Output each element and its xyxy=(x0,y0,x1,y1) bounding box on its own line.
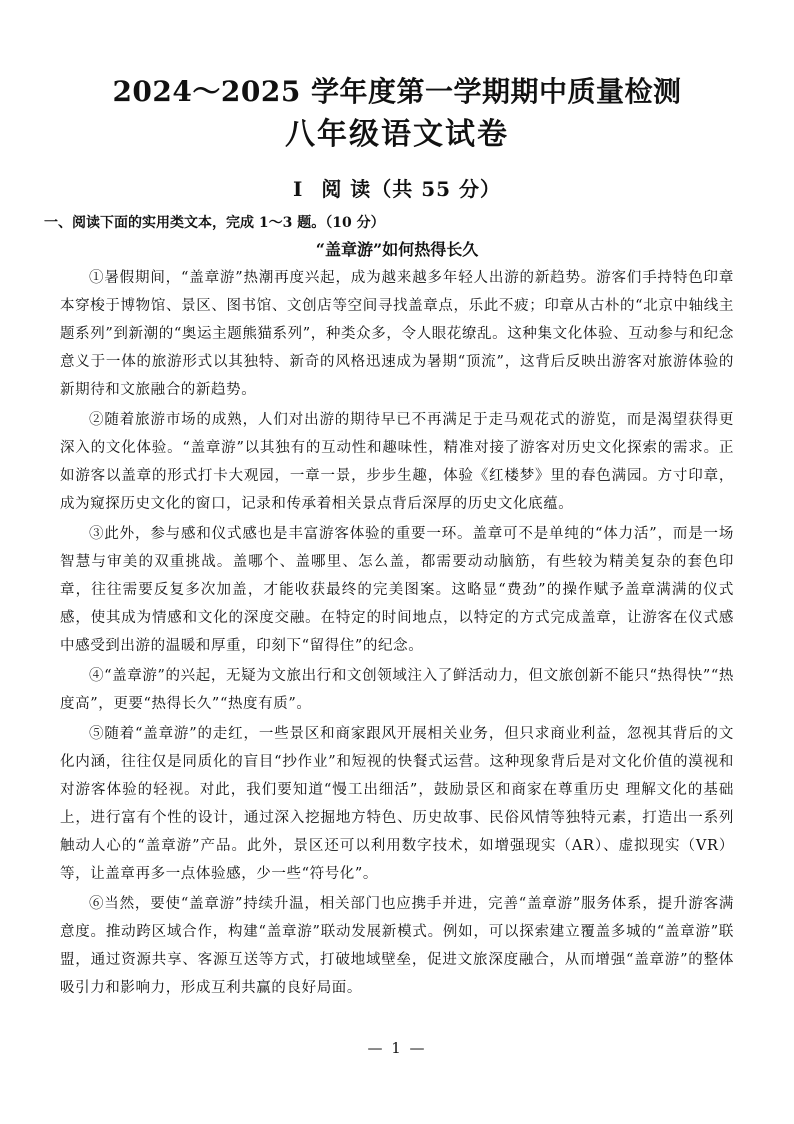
page-number: — 1 — xyxy=(367,1039,427,1057)
article-paragraph-3: ③此外，参与感和仪式感也是丰富游客体验的重要一环。盖章可不是单纯的“体力活”，而是一场智慧与审美的双重挑战。盖哪个、盖哪里、怎么盖，都需要动动脑筋，有些较为精美复杂的套色印章，往往需要反复多次加盖，才能收获最终的完美图案。这略显“费劲”的操作赋予盖章满满的仪式感，使其成为情感和文化的深度交融。在特定的时间地点，以特定的方式完成盖章，让游客在仪式感中感受到出游的温暖和厚重，印刻下“留得住”的纪念。 xyxy=(60,526,734,654)
question-instruction: 一、阅读下面的实用类文本，完成 1～3 题。（10 分） xyxy=(44,215,385,231)
article-paragraph-5: ⑤随着“盖章游”的走红，一些景区和商家跟风开展相关业务，但只求商业利益，忽视其背后的文化内涵，往往仅是同质化的盲目“抄作业”和短视的快餐式运营。这种现象背后是对文化价值的漠视和对游客体验的轻视。对此，我们要知道“慢工出细活”，鼓励景区和商家在尊重历史 理解文化的基础上，进行富有个性的设计，通过深入挖掘地方特色、历史故事、民俗风情等独特元素，打造出一系列触动人心的“盖章游”产品。此外，景区还可以利用数字技术，如增强现实（AR）、虚拟现实（VR）等，让盖章再多一点体验感，少一些“符号化”。 xyxy=(60,726,734,882)
section-numeral: Ⅰ xyxy=(292,177,304,201)
article-paragraph-6: ⑥当然，要使“盖章游”持续升温，相关部门也应携手并进，完善“盖章游”服务体系，提升游客满意度。推动跨区域合作，构建“盖章游”联动发展新模式。例如，可以探索建立覆盖多城的“盖章游”联盟，通过资源共享、客源互送等方式，打破地域壁垒，促进文旅深度融合，从而增强“盖章游”的整体吸引力和影响力，形成互利共赢的良好局面。 xyxy=(60,896,734,996)
section-label: 阅 读（共 55 分） xyxy=(321,177,502,201)
article-paragraph-1: ①暑假期间，“盖章游”热潮再度兴起，成为越来越多年轻人出游的新趋势。游客们手持特色印章本穿梭于博物馆、景区、图书馆、文创店等空间寻找盖章点，乐此不疲；印章从古朴的“北京中轴线主题系列”到新潮的“奥运主题熊猫系列”，种类众多，令人眼花缭乱。这种集文化体验、互动参与和纪念意义于一体的旅游形式以其独特、新奇的风格迅速成为暑期“顶流”，这背后反映出游客对旅游体验的新期待和文旅融合的新趋势。 xyxy=(60,270,734,398)
article-paragraph-2: ②随着旅游市场的成熟，人们对出游的期待早已不再满足于走马观花式的游览，而是渴望获得更深入的文化体验。“盖章游”以其独有的互动性和趣味性，精准对接了游客对历史文化探索的需求。正如游客以盖章的形式打卡大观园，一章一景，步步生趣，体验《红楼梦》里的春色满园。方寸印章，成为窥探历史文化的窗口，记录和传承着相关景点背后深厚的历史文化底蕴。 xyxy=(60,412,734,512)
exam-title: 2024～2025 学年度第一学期期中质量检测 xyxy=(112,75,682,108)
exam-subtitle: 八年级语文试卷 xyxy=(285,117,509,152)
article-paragraph-4: ④“盖章游”的兴起，无疑为文旅出行和文创领域注入了鲜活动力，但文旅创新不能只“热得快”“热度高”，更要“热得长久”“热度有质”。 xyxy=(60,668,734,712)
section-heading xyxy=(60,174,734,204)
article-title: “盖章游”如何热得长久 xyxy=(315,240,479,259)
